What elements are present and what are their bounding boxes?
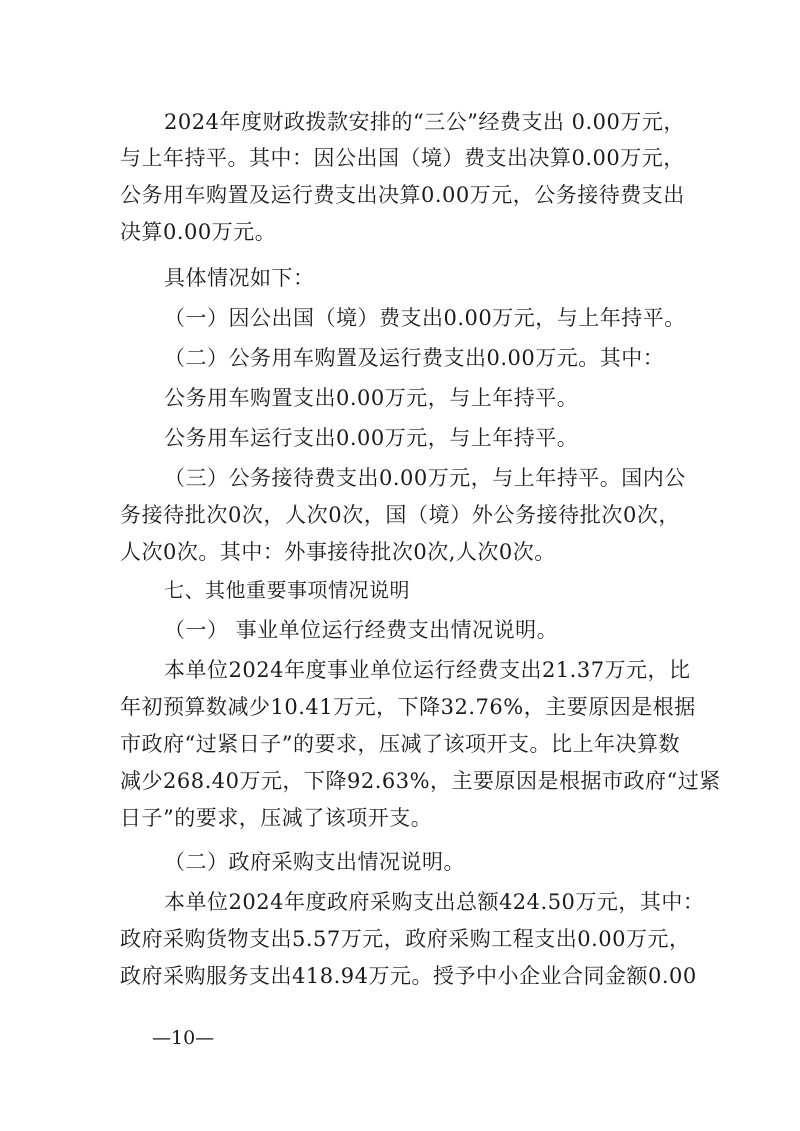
list-item-line: （三）公务接待费支出0.00万元，与上年持平。国内公 [164,466,686,490]
paragraph-line: 公务用车购置支出0.00万元，与上年持平。 [164,386,579,410]
paragraph-line: 本单位2024年度事业单位运行经费支出21.37万元，比 [164,658,691,682]
list-item-line: （二）公务用车购置及运行费支出0.00万元。其中： [164,346,665,370]
paragraph-line: 市政府“过紧日子”的要求，压减了该项开支。比上年决算数 [120,732,680,756]
paragraph-line: 减少268.40万元，下降92.63%，主要原因是根据市政府“过紧 [120,769,721,793]
paragraph-line: 政府采购服务支出418.94万元。授予中小企业合同金额0.00 [120,964,697,988]
subsection-heading: （二）政府采购支出情况说明。 [164,850,465,874]
paragraph-line: 2024年度财政拨款安排的“三公”经费支出 0.00万元， [164,110,685,134]
page-number: —10— [152,1027,215,1049]
paragraph-line: 政府采购货物支出5.57万元，政府采购工程支出0.00万元， [120,927,691,951]
paragraph-line: 人次0次。其中：外事接待批次0次,人次0次。 [120,540,556,564]
paragraph-line: 公务用车运行支出0.00万元，与上年持平。 [164,426,579,450]
paragraph-line: 年初预算数减少10.41万元，下降32.76%，主要原因是根据 [120,695,696,719]
paragraph-line: 与上年持平。其中：因公出国（境）费支出决算0.00万元， [120,146,685,170]
paragraph-line: 公务用车购置及运行费支出决算0.00万元，公务接待费支出 [120,183,685,207]
list-item-line: （一）因公出国（境）费支出0.00万元，与上年持平。 [164,306,686,330]
paragraph-line: 决算0.00万元。 [120,220,277,244]
paragraph-line: 日子”的要求，压减了该项开支。 [120,806,433,830]
paragraph-line: 本单位2024年度政府采购支出总额424.50万元，其中： [164,890,705,914]
paragraph-line: 务接待批次0次，人次0次，国（境）外公务接待批次0次， [120,503,680,527]
section-heading: 七、其他重要事项情况说明 [164,578,410,602]
paragraph-line: 具体情况如下： [164,266,315,290]
subsection-heading: （一） 事业单位运行经费支出情况说明。 [164,618,559,642]
